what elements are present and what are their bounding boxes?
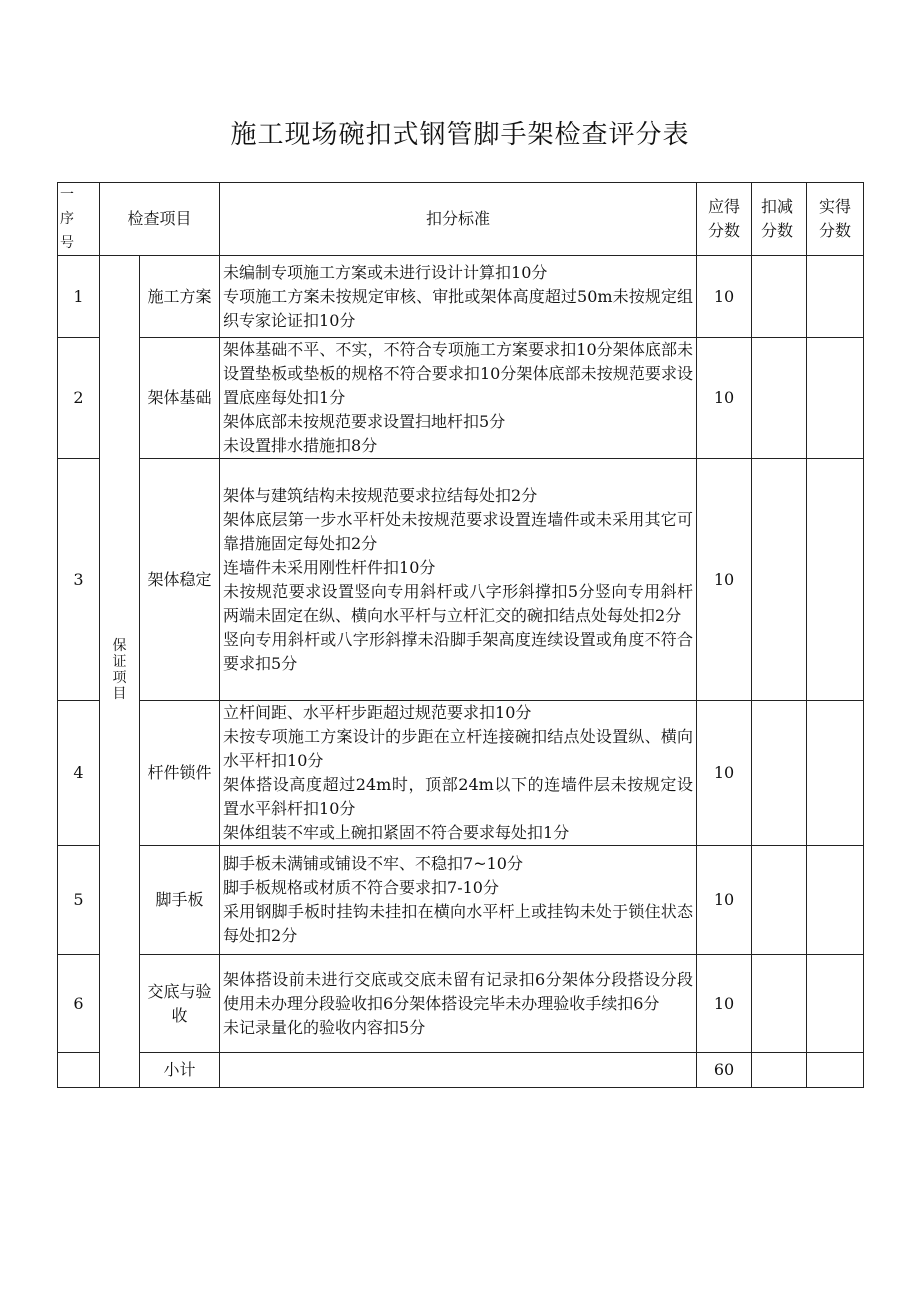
header-due-score: 应得分数 xyxy=(697,183,752,256)
subtotal-standard-cell xyxy=(220,1053,697,1088)
row-actual-cell[interactable] xyxy=(807,256,864,338)
row-score: 10 xyxy=(697,846,752,955)
row-deducted-cell[interactable] xyxy=(752,701,807,846)
row-score: 10 xyxy=(697,459,752,701)
row-item: 交底与验收 xyxy=(140,955,220,1053)
table-row xyxy=(58,701,864,846)
subtotal-seq-cell xyxy=(58,1053,100,1088)
row-actual-cell[interactable] xyxy=(807,846,864,955)
row-item: 施工方案 xyxy=(140,256,220,338)
subtotal-row xyxy=(58,1053,864,1088)
subtotal-deducted-cell[interactable] xyxy=(752,1053,807,1088)
row-actual-cell[interactable] xyxy=(807,459,864,701)
score-table xyxy=(57,182,864,1088)
subtotal-score: 60 xyxy=(697,1053,752,1088)
group-label: 保证项目 xyxy=(100,256,140,1088)
header-seq: 一序号 xyxy=(58,183,100,256)
standard-line: 竖向专用斜杆或八字形斜撑未沿脚手架高度连续设置或角度不符合要求扣5分 xyxy=(223,629,694,673)
row-standard xyxy=(220,256,697,338)
standard-line: 未按规范要求设置竖向专用斜杆或八字形斜撑扣5分竖向专用斜杆两端未固定在纵、横向水平杆与立杆汇交的碗扣结点处每处扣2分 xyxy=(223,581,694,625)
standard-line: 采用钢脚手板时挂钩未挂扣在横向水平杆上或挂钩未处于锁住状态每处扣2分 xyxy=(223,902,694,945)
standard-line: 未编制专项施工方案或未进行设计计算扣10分 xyxy=(223,262,548,282)
row-item: 架体基础 xyxy=(140,338,220,459)
row-standard xyxy=(220,701,697,846)
standard-line: 架体搭设高度超过24m时，顶部24m以下的连墙件层未按规定设置水平斜杆扣10分 xyxy=(223,775,694,818)
row-deducted-cell[interactable] xyxy=(752,256,807,338)
standard-line: 架体基础不平、不实，不符合专项施工方案要求扣10分架体底部未设置垫板或垫板的规格不符合要求扣10分架体底部未按规范要求设置底座每处扣1分 xyxy=(223,340,694,407)
row-actual-cell[interactable] xyxy=(807,338,864,459)
row-score: 10 xyxy=(697,338,752,459)
header-row xyxy=(58,183,864,256)
standard-line: 专项施工方案未按规定审核、审批或架体高度超过50m未按规定组织专家论证扣10分 xyxy=(223,286,694,330)
standard-line: 架体与建筑结构未按规范要求拉结每处扣2分 xyxy=(223,485,538,505)
standard-line: 未按专项施工方案设计的步距在立杆连接碗扣结点处设置纵、横向水平杆扣10分 xyxy=(223,727,694,770)
row-standard xyxy=(220,846,697,955)
subtotal-actual-cell[interactable] xyxy=(807,1053,864,1088)
row-seq: 2 xyxy=(58,338,100,459)
row-standard xyxy=(220,338,697,459)
subtotal-label: 小计 xyxy=(140,1053,220,1088)
row-seq: 1 xyxy=(58,256,100,338)
standard-line: 脚手板规格或材质不符合要求扣7-10分 xyxy=(223,878,499,897)
row-deducted-cell[interactable] xyxy=(752,459,807,701)
standard-line: 架体底层第一步水平杆处未按规范要求设置连墙件或未采用其它可靠措施固定每处扣2分 xyxy=(223,509,694,553)
row-actual-cell[interactable] xyxy=(807,701,864,846)
row-item: 杆件锁件 xyxy=(140,701,220,846)
row-score: 10 xyxy=(697,256,752,338)
row-score: 10 xyxy=(697,955,752,1053)
row-item: 脚手板 xyxy=(140,846,220,955)
table-row xyxy=(58,955,864,1053)
row-deducted-cell[interactable] xyxy=(752,955,807,1053)
row-score: 10 xyxy=(697,701,752,846)
row-deducted-cell[interactable] xyxy=(752,846,807,955)
header-standard: 扣分标准 xyxy=(220,183,697,256)
row-actual-cell[interactable] xyxy=(807,955,864,1053)
header-actual: 实得分数 xyxy=(807,183,864,256)
row-item: 架体稳定 xyxy=(140,459,220,701)
row-seq: 3 xyxy=(58,459,100,701)
header-item: 检查项目 xyxy=(100,183,220,256)
row-deducted-cell[interactable] xyxy=(752,338,807,459)
header-deducted: 扣减分数 xyxy=(752,183,807,256)
standard-line: 立杆间距、水平杆步距超过规范要求扣10分 xyxy=(223,703,532,722)
row-standard xyxy=(220,955,697,1053)
standard-line: 未设置排水措施扣8分 xyxy=(223,436,378,455)
page-title: 施工现场碗扣式钢管脚手架检查评分表 xyxy=(230,120,690,150)
row-standard xyxy=(220,459,697,701)
standard-line: 脚手板未满铺或铺设不牢、不稳扣7~10分 xyxy=(223,854,523,873)
table-row xyxy=(58,846,864,955)
standard-line: 未记录量化的验收内容扣5分 xyxy=(223,1017,426,1037)
row-seq: 6 xyxy=(58,955,100,1053)
row-seq: 4 xyxy=(58,701,100,846)
row-seq: 5 xyxy=(58,846,100,955)
standard-line: 架体搭设前未进行交底或交底未留有记录扣6分架体分段搭设分段使用未办理分段验收扣6分架体搭设完毕未办理验收手续扣6分 xyxy=(223,969,694,1013)
standard-line: 连墙件未采用刚性杆件扣10分 xyxy=(223,557,436,577)
table-row xyxy=(58,256,864,338)
table-row xyxy=(58,338,864,459)
standard-line: 架体组装不牢或上碗扣紧固不符合要求每处扣1分 xyxy=(223,823,570,842)
table-row xyxy=(58,459,864,701)
standard-line: 架体底部未按规范要求设置扫地杆扣5分 xyxy=(223,412,506,431)
